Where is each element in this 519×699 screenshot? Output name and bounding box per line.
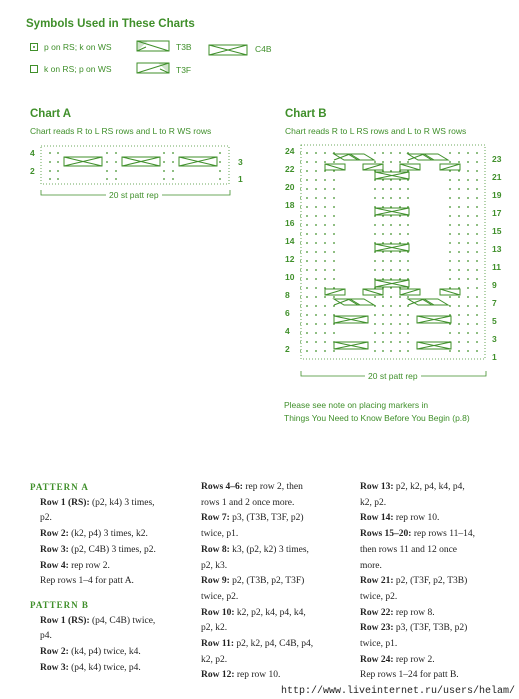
pattern-a-row4-label: Row 4: xyxy=(40,560,69,571)
pattern-a-row2-text: (k2, p4) 3 times, k2. xyxy=(71,529,148,540)
pattern-a-row1-text: (p2, k4) 3 times, xyxy=(91,497,155,508)
pattern-column-2 xyxy=(201,480,351,684)
t3b-label: T3B xyxy=(176,42,192,52)
chart-b-row-2: 2 xyxy=(285,344,290,354)
pattern-b-heading: PATTERN B xyxy=(30,599,89,610)
row-9-label: Row 9: xyxy=(201,576,230,587)
row-21-text: p2, (T3F, p2, T3B) xyxy=(395,576,468,587)
pattern-b-row1-text: (p4, C4B) twice, xyxy=(91,615,156,626)
chart-b-row-13: 13 xyxy=(492,244,502,254)
chart-a-title: Chart A xyxy=(30,108,72,120)
rows-4-6-text: rep row 2, then xyxy=(245,482,303,492)
row-21-label: Row 21: xyxy=(360,576,394,587)
chart-a-row-3: 3 xyxy=(238,157,243,167)
chart-b-row-16: 16 xyxy=(285,218,295,228)
row-23-label: Row 23: xyxy=(360,623,394,634)
knit-symbol-legend xyxy=(30,64,112,74)
chart-b-note xyxy=(284,399,470,425)
pattern-b-row1-cont: p4. xyxy=(40,631,52,642)
row-7-text: p3, (T3B, T3F, p2) xyxy=(232,513,304,524)
pattern-b-row3-label: Row 3: xyxy=(40,662,69,673)
row-21-cont: twice, p2. xyxy=(360,591,398,602)
chart-b-row-9: 9 xyxy=(492,280,497,290)
chart-b-grid xyxy=(300,144,488,362)
chart-a-row-2: 2 xyxy=(30,166,35,176)
row-8-label: Row 8: xyxy=(201,544,230,555)
row-7-label: Row 7: xyxy=(201,513,230,524)
pattern-a-row4-text: rep row 2. xyxy=(71,560,110,571)
pattern-b-row3-text: (p4, k4) twice, p4. xyxy=(71,662,141,673)
chart-b-note-line2[interactable]: Things You Need to Know Before You Begin (p.8) xyxy=(284,413,470,423)
row-8-text: k3, (p2, k2) 3 times, xyxy=(232,544,309,555)
chart-b-row-18: 18 xyxy=(285,200,295,210)
chart-b-row-3: 3 xyxy=(492,334,497,344)
symbols-title: Symbols Used in These Charts xyxy=(26,18,195,30)
row-14-text: rep row 10. xyxy=(395,513,440,524)
pattern-a-row3-label: Row 3: xyxy=(40,544,69,555)
pattern-b-repeat: Rep rows 1–24 for patt B. xyxy=(360,670,459,681)
c4b-cable-icon xyxy=(208,44,248,56)
row-22-text: rep row 8. xyxy=(395,607,435,618)
row-13-text: p2, k2, p4, k4, p4, xyxy=(395,482,465,492)
chart-a-subtitle: Chart reads R to L RS rows and L to R WS rows xyxy=(30,126,212,136)
chart-b-row-23: 23 xyxy=(492,154,502,164)
row-24-label: Row 24: xyxy=(360,654,394,665)
pattern-column-3 xyxy=(360,480,515,684)
row-10-label: Row 10: xyxy=(201,607,235,618)
chart-b-row-14: 14 xyxy=(285,236,295,246)
knit-symbol-icon xyxy=(30,65,38,73)
chart-b-row-11: 11 xyxy=(492,262,501,272)
pattern-a-row3-text: (p2, C4B) 3 times, p2. xyxy=(71,544,156,555)
row-13-cont: k2, p2. xyxy=(360,497,387,508)
row-7-cont: twice, p1. xyxy=(201,529,239,540)
chart-b-row-1: 1 xyxy=(492,352,497,362)
pattern-a-row1-cont: p2. xyxy=(40,513,52,524)
chart-b-row-24: 24 xyxy=(285,146,295,156)
chart-b-row-19: 19 xyxy=(492,190,502,200)
t3f-label: T3F xyxy=(176,65,192,75)
chart-b-row-15: 15 xyxy=(492,226,502,236)
pattern-a-row2-label: Row 2: xyxy=(40,529,69,540)
rows-4-6-cont: rows 1 and 2 once more. xyxy=(201,497,295,508)
rows-15-20-cont2: more. xyxy=(360,560,382,571)
rows-15-20-text: rep rows 11–14, xyxy=(413,529,475,540)
chart-a-repeat-label: 20 st patt rep xyxy=(106,190,162,200)
pattern-column-1 xyxy=(30,480,195,676)
chart-b-row-6: 6 xyxy=(285,308,290,318)
c4b-label: C4B xyxy=(255,44,272,54)
row-9-text: p2, (T3B, p2, T3F) xyxy=(232,576,305,587)
purl-symbol-icon xyxy=(30,43,38,51)
row-14-label: Row 14: xyxy=(360,513,394,524)
chart-a-row-1: 1 xyxy=(238,174,243,184)
chart-b-row-12: 12 xyxy=(285,254,295,264)
t3b-cable-icon xyxy=(136,40,170,52)
rows-15-20-cont1: then rows 11 and 12 once xyxy=(360,544,457,555)
chart-b-row-4: 4 xyxy=(285,326,290,336)
row-12-text: rep row 10. xyxy=(236,670,281,681)
pattern-b-row2-label: Row 2: xyxy=(40,647,69,658)
chart-b-row-10: 10 xyxy=(285,272,295,282)
chart-b-repeat-label: 20 st patt rep xyxy=(365,371,421,381)
t3f-cable-icon xyxy=(136,62,170,74)
chart-b-row-20: 20 xyxy=(285,182,295,192)
knit-symbol-label: k on RS; p on WS xyxy=(44,64,112,74)
row-8-cont: p2, k3. xyxy=(201,560,228,571)
row-22-label: Row 22: xyxy=(360,607,394,618)
purl-symbol-label: p on RS; k on WS xyxy=(44,42,112,52)
chart-b-row-5: 5 xyxy=(492,316,497,326)
row-10-text: k2, p2, k4, p4, k4, xyxy=(236,607,306,618)
chart-b-row-22: 22 xyxy=(285,164,295,174)
chart-a-row-4: 4 xyxy=(30,148,35,158)
chart-b-title: Chart B xyxy=(285,108,327,120)
chart-b-row-17: 17 xyxy=(492,208,502,218)
rows-4-6-label: Rows 4–6: xyxy=(201,482,243,492)
row-10-cont: p2, k2. xyxy=(201,623,228,634)
pattern-b-row1-label: Row 1 (RS): xyxy=(40,615,90,626)
row-11-label: Row 11: xyxy=(201,639,234,650)
pattern-a-repeat: Rep rows 1–4 for patt A. xyxy=(40,576,134,587)
row-11-cont: k2, p2. xyxy=(201,654,228,665)
purl-symbol-legend xyxy=(30,42,112,52)
chart-b-row-7: 7 xyxy=(492,298,497,308)
row-13-label: Row 13: xyxy=(360,482,394,492)
row-24-text: rep row 2. xyxy=(395,654,435,665)
row-9-cont: twice, p2. xyxy=(201,591,239,602)
chart-b-row-8: 8 xyxy=(285,290,290,300)
chart-b-note-line1: Please see note on placing markers in xyxy=(284,400,429,410)
chart-b-subtitle: Chart reads R to L RS rows and L to R WS rows xyxy=(285,126,467,136)
pattern-a-row1-label: Row 1 (RS): xyxy=(40,497,90,508)
row-12-label: Row 12: xyxy=(201,670,235,681)
row-11-text: p2, k2, p4, C4B, p4, xyxy=(236,639,314,650)
pattern-b-row2-text: (k4, p4) twice, k4. xyxy=(71,647,141,658)
chart-b-row-21: 21 xyxy=(492,172,502,182)
row-23-text: p3, (T3F, T3B, p2) xyxy=(395,623,468,634)
chart-a-grid xyxy=(40,145,232,187)
pattern-a-heading: PATTERN A xyxy=(30,482,89,492)
row-23-cont: twice, p1. xyxy=(360,639,398,650)
source-url-link[interactable]: http://www.liveinternet.ru/users/helam/ xyxy=(280,686,515,697)
rows-15-20-label: Rows 15–20: xyxy=(360,529,412,540)
